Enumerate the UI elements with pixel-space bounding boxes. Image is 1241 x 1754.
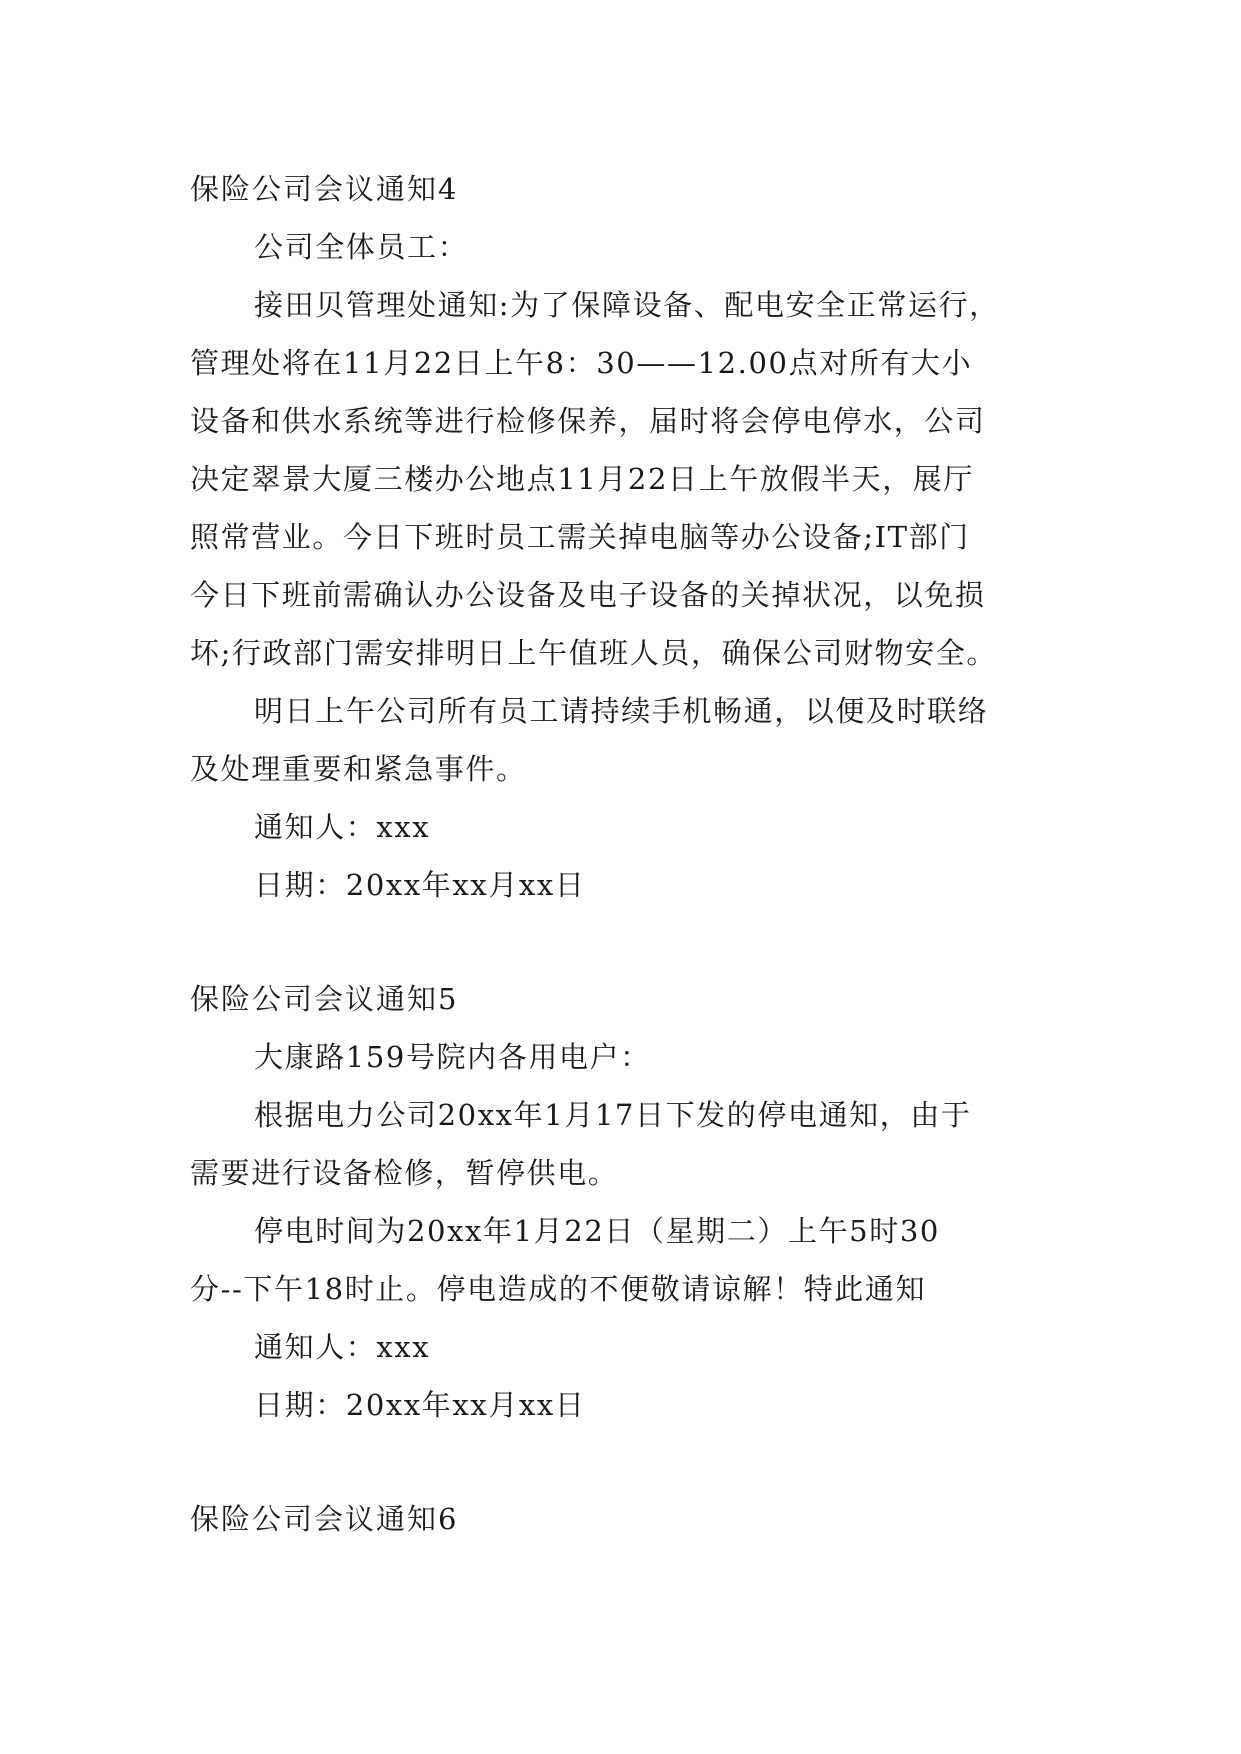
notice-date: 日期：20xx年xx月xx日 — [254, 868, 586, 902]
notice-date: 日期：20xx年xx月xx日 — [254, 1388, 586, 1422]
notifier: 通知人：xxx — [254, 1330, 431, 1364]
section-title: 保险公司会议通知6 — [190, 1502, 459, 1536]
notice-section-4 — [190, 160, 1070, 914]
section-gap — [190, 1434, 1070, 1490]
addressee: 公司全体员工： — [254, 230, 469, 264]
section-gap — [190, 914, 1070, 970]
body-line: 接田贝管理处通知:为了保障设备、配电安全正常运行， — [254, 288, 1000, 322]
body-line: 管理处将在11月22日上午8：30——12.00点对所有大小 — [190, 346, 973, 380]
body-line: 需要进行设备检修，暂停供电。 — [190, 1156, 619, 1190]
body-line: 照常营业。今日下班时员工需关掉电脑等办公设备;IT部门 — [190, 520, 970, 554]
notice-section-6 — [190, 1490, 1070, 1548]
document-content — [190, 160, 1070, 1548]
body-line: 坏;行政部门需安排明日上午值班人员，确保公司财物安全。 — [190, 636, 997, 670]
body-line: 决定翠景大厦三楼办公地点11月22日上午放假半天，展厅 — [190, 462, 975, 496]
body-line: 及处理重要和紧急事件。 — [190, 752, 527, 786]
body-line: 明日上午公司所有员工请持续手机畅通，以便及时联络 — [254, 694, 989, 728]
notifier: 通知人：xxx — [254, 810, 431, 844]
body-line: 分--下午18时止。停电造成的不便敬请谅解！特此通知 — [190, 1272, 927, 1306]
body-line: 停电时间为20xx年1月22日（星期二）上午5时30 — [254, 1214, 940, 1248]
body-line: 设备和供水系统等进行检修保养，届时将会停电停水，公司 — [190, 404, 986, 438]
section-title: 保险公司会议通知5 — [190, 982, 459, 1016]
body-line: 根据电力公司20xx年1月17日下发的停电通知，由于 — [254, 1098, 972, 1132]
section-title: 保险公司会议通知4 — [190, 172, 459, 206]
notice-section-5 — [190, 970, 1070, 1434]
addressee: 大康路159号院内各用电户： — [254, 1040, 651, 1074]
body-line: 今日下班前需确认办公设备及电子设备的关掉状况，以免损 — [190, 578, 986, 612]
